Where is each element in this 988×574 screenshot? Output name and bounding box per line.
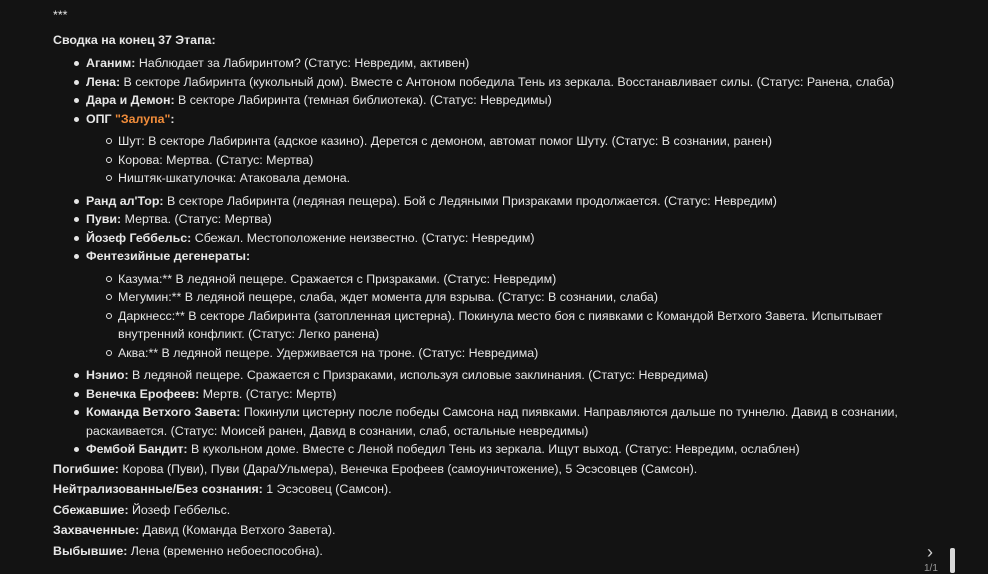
separator: *** [53, 8, 68, 22]
summary-line: Выбывшие: Лена (временно небоеспособна). [53, 543, 323, 558]
sub-list-item: Корова: Мертва. (Статус: Мертва) [86, 151, 933, 170]
list-item: Фентезийные дегенераты: Казума:** В ледяной пещере. Сражается с Призраками. (Статус: Невредим) Мегумин:** В ледяной пещере, слаба, ждет момента для взрыва. (Статус: В сознании, слаба) Даркнесс:** В секторе Лабиринта (затопленная цистерна). Покинула место боя с пиявками с Командой Ветхого Завета. Испытывает внутренний конфликт. (Статус: Легко ранена) Аква:** В ледяной пещере. Удерживается на троне. (Статус: Невредима) [53, 247, 933, 362]
summary-line: Погибшие: Корова (Пуви), Пуви (Дара/Ульмера), Венечка Ерофеев (самоуничтожение), 5 Эсэсовцев (Самсон). [53, 461, 698, 476]
list-item: Пуви: Мертва. (Статус: Мертва) [53, 210, 933, 229]
list-item: Нэнио: В ледяной пещере. Сражается с Призраками, используя силовые заклинания. (Статус: Невредима) [53, 366, 933, 385]
summary-line: Сбежавшие: Йозеф Геббельс. [53, 502, 231, 517]
list-item: Ранд ал'Тор: В секторе Лабиринта (ледяная пещера). Бой с Ледяными Призраками продолжается. (Статус: Невредим) [53, 192, 933, 211]
list-item: Аганим: Наблюдает за Лабиринтом? (Статус: Невредим, активен) [53, 54, 933, 73]
sub-list-item: Аква:** В ледяной пещере. Удерживается на троне. (Статус: Невредима) [86, 344, 933, 363]
list-item: ОПГ "Залупа": Шут: В секторе Лабиринта (адское казино). Дерется с демоном, автомат помог Шуту. (Статус: В сознании, ранен) Корова: Мертва. (Статус: Мертва) Ништяк-шкатулочка: Атаковала демона. [53, 110, 933, 188]
sub-list-item: Шут: В секторе Лабиринта (адское казино). Дерется с демоном, автомат помог Шуту. (Статус: В сознании, ранен) [86, 132, 933, 151]
summary-block [53, 459, 933, 562]
list-item: Дара и Демон: В секторе Лабиринта (темная библиотека). (Статус: Невредимы) [53, 91, 933, 110]
pager [920, 542, 948, 573]
scrollbar[interactable] [950, 548, 955, 573]
list-item: Йозеф Геббельс: Сбежал. Местоположение неизвестно. (Статус: Невредим) [53, 229, 933, 248]
list-item: Лена: В секторе Лабиринта (кукольный дом). Вместе с Антоном победила Тень из зеркала. Восстанавливает силы. (Статус: Ранена, слаба) [53, 73, 933, 92]
summary-line: Нейтрализованные/Без сознания: 1 Эсэсовец (Самсон). [53, 482, 392, 496]
chevron-right-icon[interactable]: › [927, 542, 933, 562]
status-list [53, 54, 933, 459]
message-content [53, 6, 933, 561]
sub-list [86, 132, 933, 188]
sub-list-item: Мегумин:** В ледяной пещере, слаба, ждет момента для взрыва. (Статус: В сознании, слаба) [86, 288, 933, 307]
list-item: Венечка Ерофеев: Мертв. (Статус: Мертв) [53, 385, 933, 404]
sub-list-item: Ништяк-шкатулочка: Атаковала демона. [86, 169, 933, 188]
summary-heading: Сводка на конец 37 Этапа: [53, 33, 216, 47]
sub-list [86, 270, 933, 363]
list-item: Команда Ветхого Завета: Покинули цистерну после победы Самсона над пиявками. Направляются дальше по туннелю. Давид в сознании, раскаивается. (Статус: Моисей ранен, Давид в сознании, слаб, остальные невредимы) [53, 403, 933, 440]
summary-line: Захваченные: Давид (Команда Ветхого Завета). [53, 523, 336, 537]
highlight-text: "Залупа" [115, 111, 171, 126]
list-item: Фембой Бандит: В кукольном доме. Вместе с Леной победил Тень из зеркала. Ищут выход. (Статус: Невредим, ослаблен) [53, 440, 933, 459]
sub-list-item: Даркнесс:** В секторе Лабиринта (затопленная цистерна). Покинула место боя с пиявками с Командой Ветхого Завета. Испытывает внутренний конфликт. (Статус: Легко ранена) [86, 307, 933, 344]
page-counter: 1/1 [924, 563, 938, 574]
sub-list-item: Казума:** В ледяной пещере. Сражается с Призраками. (Статус: Невредим) [86, 270, 933, 289]
